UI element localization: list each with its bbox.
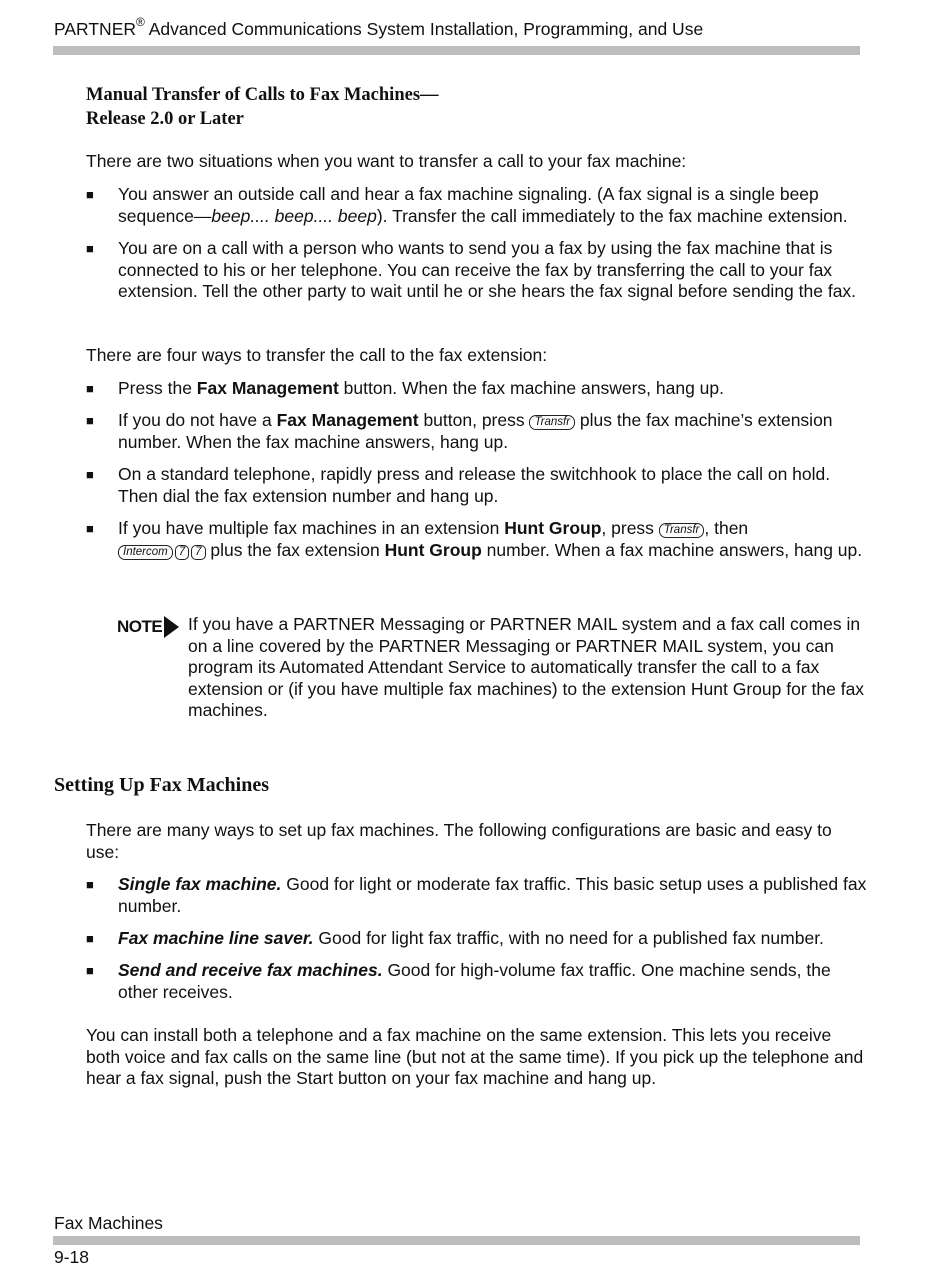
list-item-situation-1: ■ You answer an outside call and hear a fax machine signaling. (A fax signal is a single beep sequence—beep.... beep.... beep). Transfer the call immediately to the fax machine extension. <box>86 184 848 226</box>
section-heading-setting-up: Setting Up Fax Machines <box>54 774 269 796</box>
bullet-icon: ■ <box>86 413 94 428</box>
bullet-icon: ■ <box>86 381 94 396</box>
bullet-icon: ■ <box>86 877 94 892</box>
section-heading-manual-transfer: Manual Transfer of Calls to Fax Machines— Release 2.0 or Later <box>86 85 439 129</box>
list-item-way-2: ■ If you do not have a Fax Management button, press Transfr plus the fax machine’s extension number. When the fax machine answers, hang up. <box>86 410 833 452</box>
bullet-icon: ■ <box>86 241 94 256</box>
bullet-icon: ■ <box>86 187 94 202</box>
note-text: If you have a PARTNER Messaging or PARTNER MAIL system and a fax call comes in on a line covered by the PARTNER Messaging or PARTNER MAIL system, you can program its Automated Attendant Service to automatically transfer the call to a fax extension or (if you have multiple fax machines) to the extension Hunt Group for the fax machines. <box>188 614 865 720</box>
bullet-icon: ■ <box>86 963 94 978</box>
intercom-key-icon: Intercom <box>118 545 173 560</box>
list-item-single-fax: ■ Single fax machine. Good for light or moderate fax traffic. This basic setup uses a published fax number. <box>86 874 867 916</box>
setup-intro: There are many ways to set up fax machines. The following configurations are basic and easy to use: <box>86 820 832 862</box>
running-header: PARTNER® Advanced Communications System Installation, Programming, and Use <box>54 15 704 39</box>
footer-rule <box>53 1236 860 1245</box>
digit-7-key-icon: 7 <box>191 545 205 560</box>
footer-section-title: Fax Machines <box>54 1213 163 1233</box>
header-rule <box>53 46 860 55</box>
bullet-icon: ■ <box>86 521 94 536</box>
note-icon: NOTE <box>117 616 179 638</box>
bullet-icon: ■ <box>86 931 94 946</box>
transfr-key-icon: Transfr <box>659 523 705 538</box>
bullet-icon: ■ <box>86 467 94 482</box>
list-item-send-receive: ■ Send and receive fax machines. Good for high-volume fax traffic. One machine sends, the other receives. <box>86 960 831 1002</box>
page-number: 9-18 <box>54 1247 90 1267</box>
list-item-way-4: ■ If you have multiple fax machines in an extension Hunt Group, press Transfr , then Intercom 7 7 plus the fax extension Hunt Group number. When a fax machine answers, hang up. <box>86 518 863 560</box>
digit-7-key-icon: 7 <box>175 545 189 560</box>
list-item-way-3: ■ On a standard telephone, rapidly press and release the switchhook to place the call on hold. Then dial the fax extension number and hang up. <box>86 464 831 506</box>
ways-intro: There are four ways to transfer the call to the fax extension: <box>86 345 548 365</box>
transfr-key-icon: Transfr <box>529 415 575 430</box>
situations-intro: There are two situations when you want to transfer a call to your fax machine: <box>86 151 687 171</box>
list-item-way-1: ■ Press the Fax Management button. When the fax machine answers, hang up. <box>86 378 725 398</box>
list-item-line-saver: ■ Fax machine line saver. Good for light fax traffic, with no need for a published fax number. <box>86 928 824 948</box>
list-item-situation-2: ■ You are on a call with a person who wants to send you a fax by using the fax machine that is connected to his or her telephone. You can receive the fax by transferring the call to your fax extension. Tell the other party to wait until he or she hears the fax signal before sending the fax. <box>86 238 857 301</box>
closing-paragraph: You can install both a telephone and a fax machine on the same extension. This lets you receive both voice and fax calls on the same line (but not at the same time). If you pick up the telephone and hear a fax signal, push the Start button on your fax machine and hang up. <box>86 1025 864 1088</box>
